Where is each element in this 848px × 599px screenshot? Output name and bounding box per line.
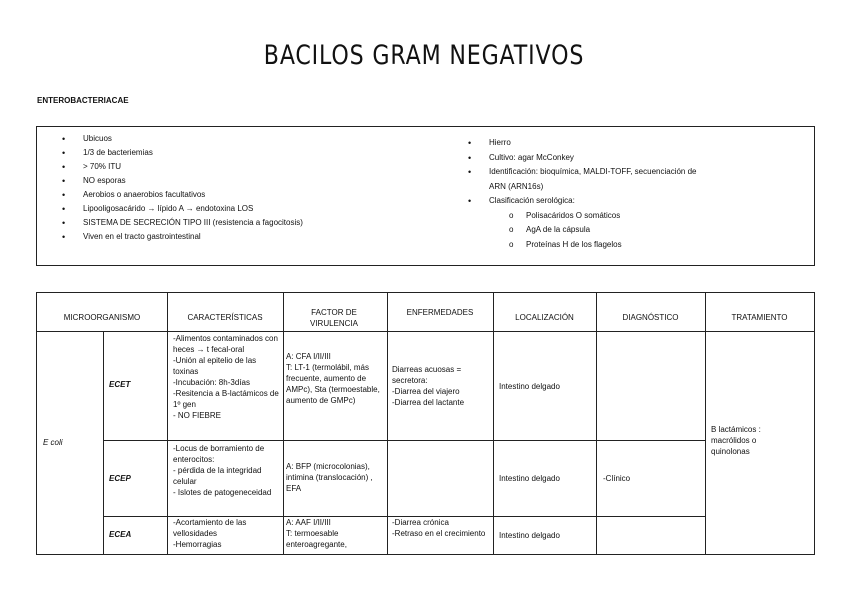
cell-localizacion: Intestino delgado [499,382,560,391]
list-item: • Identificación: bioquímica, MALDI-TOFF, secuenciación de ARN (ARN16s) [468,165,698,194]
cell-factor: A: CFA I/II/III T: LT-1 (termolábil, más frecuente, aumento de AMPc), Sta (termoestable, aumento de GMPc) [286,352,380,405]
header-diagnostico: DIAGNÓSTICO [622,313,679,322]
cell-factor: A: AAF I/II/III T: termoesable enteroagregante, [286,518,347,549]
list-item: • Ubicuos [62,132,303,146]
list-item: • > 70% ITU [62,160,303,174]
cell-localizacion: Intestino delgado [499,474,560,483]
summary-box [36,126,815,266]
header-tratamiento: TRATAMIENTO [731,313,788,322]
header-caracteristicas: CARACTERÍSTICAS [187,313,263,322]
cell-localizacion: Intestino delgado [499,531,560,540]
organism-name: E coli [43,438,63,447]
cell-enfermedades: Diarreas acuosas = secretora: -Diarrea del viajero -Diarrea del lactante [392,365,465,407]
cell-factor: A: BFP (microcolonias), intimina (translocación) , EFA [286,462,373,493]
cell-caracteristicas: -Locus de borramiento de enterocitos: - pérdida de la integridad celular - Islotes de patogeneceidad [173,444,272,497]
list-item: • NO esporas [62,174,303,188]
page-title: BACILOS GRAM NEGATIVOS [263,40,585,71]
list-item: • Hierro [468,136,698,151]
strain-name: ECEP [109,474,131,483]
list-item: • 1/3 de bacteriemias [62,146,303,160]
cell-enfermedades: -Diarrea crónica -Retraso en el crecimiento [392,518,486,538]
right-feature-list [468,136,698,252]
cell-tratamiento: B lactámicos : macrólidos o quinolonas [711,425,761,456]
list-item: • Cultivo: agar McConkey [468,151,698,166]
list-item: • Viven en el tracto gastrointestinal [62,230,303,244]
serology-sublist [489,209,698,253]
left-feature-list [62,132,303,244]
sublist-item: o AgA de la cápsula [509,223,698,238]
header-enfermedades: ENFERMEDADES [406,308,474,317]
header-factor-virulencia: FACTOR DE VIRULENCIA [309,308,358,328]
strain-name: ECET [109,380,131,389]
cell-caracteristicas: -Alimentos contaminados con heces → t fecal-oral -Unión al epitelio de las toxinas -Incubación: 8h-3días -Resitencia a B-lactámicos de 1º gen - NO FIEBRE [173,334,279,420]
list-item: • SISTEMA DE SECRECIÓN TIPO III (resistencia a fagocitosis) [62,216,303,230]
list-item: • Aerobios o anaerobios facultativos [62,188,303,202]
section-heading: ENTEROBACTERIACAE [37,96,129,105]
sublist-item: o Polisacáridos O somáticos [509,209,698,224]
list-item: • Lipooligosacárido → lípido A → endotoxina LOS [62,202,303,216]
header-microorganismo: MICROORGANISMO [63,313,141,322]
cell-caracteristicas: -Acortamiento de las vellosidades -Hemorragias [173,518,247,549]
sublist-item: o Proteínas H de los flagelos [509,238,698,253]
header-localizacion: LOCALIZACIÓN [515,313,574,322]
list-item [468,194,698,252]
list-item-label: Clasificación serológica: [489,196,575,205]
strain-name: ECEA [109,530,132,539]
cell-diagnostico: -Clínico [603,474,631,483]
organism-table [36,292,815,555]
